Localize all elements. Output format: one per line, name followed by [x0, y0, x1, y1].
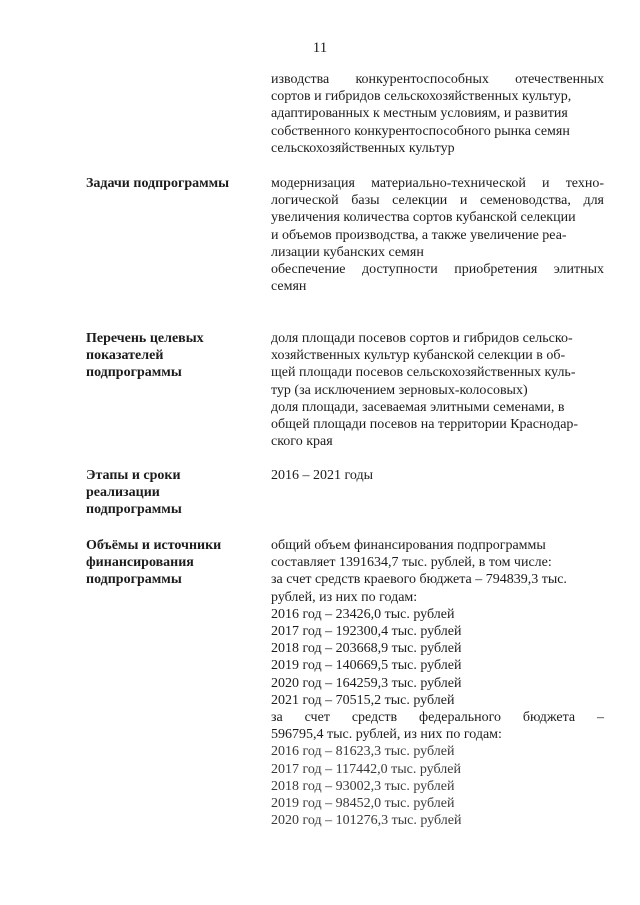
- text-line: 2016 год – 81623,3 тыс. рублей: [271, 744, 455, 760]
- text-line: тур (за исключением зерновых-колосовых): [271, 382, 528, 398]
- goal-continuation: [271, 71, 604, 157]
- text-line: 2017 год – 117442,0 тыс. рублей: [271, 761, 461, 777]
- text-line: 2020 год – 101276,3 тыс. рублей: [271, 813, 462, 829]
- stages-text: [271, 467, 604, 484]
- funding-label: Объёмы и источники финансирования подпрограммы: [86, 538, 222, 588]
- text-line: лизации кубанских семян: [271, 244, 424, 260]
- text-line: семян: [271, 279, 307, 295]
- text-line: щей площади посевов сельскохозяйственных куль-: [271, 365, 576, 381]
- text-line: доля площади, засеваемая элитными семенами, в: [271, 399, 565, 415]
- text-line: за счет средств федерального бюджета –: [271, 710, 604, 726]
- text-line: 2017 год – 192300,4 тыс. рублей: [271, 624, 462, 640]
- text-line: общий объем финансирования подпрограммы: [271, 538, 546, 553]
- stages-label: Этапы и сроки реализации подпрограммы: [86, 468, 182, 518]
- text-line: модернизация материально-технической и техно-: [271, 176, 604, 191]
- indicators-label: Перечень целевых показателей подпрограммы: [86, 331, 204, 381]
- text-line: 2019 год – 98452,0 тыс. рублей: [271, 796, 455, 812]
- text-line: рублей, из них по годам:: [271, 589, 418, 605]
- text-line: 596795,4 тыс. рублей, из них по годам:: [271, 727, 502, 743]
- text-line: адаптированных к местным условиям, и развития: [271, 106, 568, 122]
- text-line: 2020 год – 164259,3 тыс. рублей: [271, 675, 462, 691]
- text-line: 2016 – 2021 годы: [271, 468, 374, 483]
- text-line: ского края: [271, 434, 333, 450]
- text-line: собственного конкурентоспособного рынка семян: [271, 123, 570, 139]
- text-line: 2016 год – 23426,0 тыс. рублей: [271, 606, 455, 622]
- text-line: 2018 год – 93002,3 тыс. рублей: [271, 778, 455, 794]
- text-line: увеличения количества сортов кубанской селекции: [271, 210, 576, 226]
- tasks-text: [271, 175, 604, 295]
- page-number: 11: [312, 40, 328, 56]
- text-line: сельскохозяйственных культур: [271, 140, 455, 156]
- indicators-text: [271, 330, 604, 450]
- text-line: за счет средств краевого бюджета – 794839,3 тыс.: [271, 572, 567, 588]
- text-line: доля площади посевов сортов и гибридов сельско-: [271, 331, 573, 346]
- text-line: и объемов производства, а также увеличение реа-: [271, 227, 567, 243]
- text-line: сортов и гибридов сельскохозяйственных культур,: [271, 89, 572, 105]
- text-line: изводства конкурентоспособных отечественных: [271, 72, 604, 87]
- text-line: обеспечение доступности приобретения элитных: [271, 262, 604, 278]
- text-line: 2018 год – 203668,9 тыс. рублей: [271, 641, 462, 657]
- text-line: хозяйственных культур кубанской селекции в об-: [271, 348, 566, 364]
- text-line: 2019 год – 140669,5 тыс. рублей: [271, 658, 462, 674]
- tasks-label: Задачи подпрограммы: [86, 176, 230, 191]
- funding-text: [271, 537, 604, 829]
- text-line: 2021 год – 70515,2 тыс. рублей: [271, 692, 455, 708]
- text-line: общей площади посевов на территории Краснодар-: [271, 417, 579, 433]
- text-line: составляет 1391634,7 тыс. рублей, в том числе:: [271, 555, 552, 571]
- text-line: логической базы селекции и семеноводства, для: [271, 193, 604, 209]
